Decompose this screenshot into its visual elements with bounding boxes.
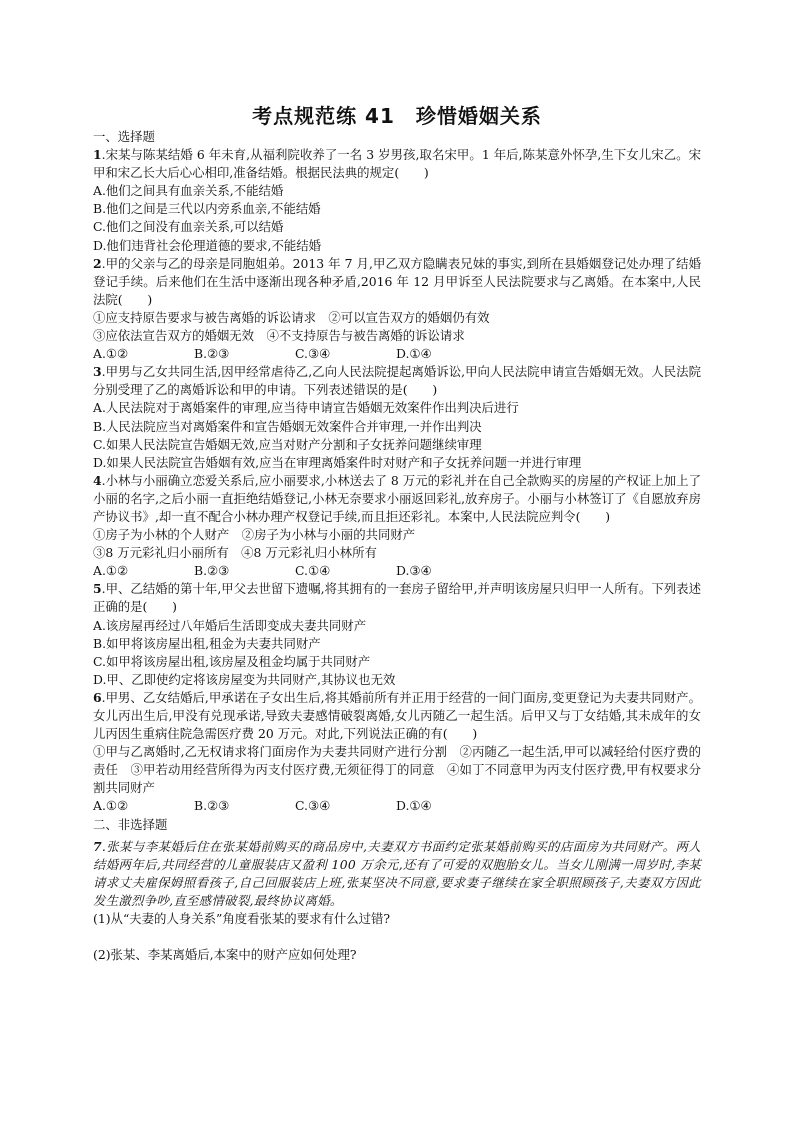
answer-space	[93, 928, 701, 946]
option-b: B.他们之间是三代以内旁系血亲,不能结婚	[93, 201, 321, 217]
option-c: C.他们之间没有血亲关系,可以结婚	[93, 219, 284, 235]
question-number: 2	[93, 255, 102, 271]
question-3	[93, 363, 701, 472]
choice-d: D.①④	[396, 798, 432, 814]
question-stem: .甲的父亲与乙的母亲是同胞姐弟。2013 年 7 月,甲乙双方隐瞒表兄妹的事实,到所在县婚姻登记处办理了结婚登记手续。后来他们在生活中逐渐出现各种矛盾,2016 年 12 月甲诉至人民法院要求与乙离婚。在本案中,人民法院( )	[93, 255, 701, 307]
question-4	[93, 472, 701, 581]
option-c: C.如果人民法院宣告婚姻无效,应当对财产分割和子女抚养问题继续审理	[93, 436, 482, 452]
question-number: 7	[93, 838, 102, 854]
option-c: C.如甲将该房屋出租,该房屋及租金均属于共同财产	[93, 653, 371, 669]
statement-line: ①房子为小林的个人财产 ②房子为小林与小丽的共同财产	[93, 527, 416, 543]
question-2	[93, 255, 701, 364]
choice-a: A.①②	[93, 346, 129, 362]
question-stem: .宋某与陈某结婚 6 年未育,从福利院收养了一名 3 岁男孩,取名宋甲。1 年后,陈某意外怀孕,生下女儿宋乙。宋甲和宋乙长大后心心相印,准备结婚。根据民法典的规定( )	[93, 147, 701, 181]
choice-c: C.③④	[295, 798, 331, 814]
choice-d: D.①④	[396, 346, 432, 362]
choice-row	[93, 797, 701, 815]
choice-a: A.①②	[93, 563, 129, 579]
question-stem: .小林与小丽确立恋爱关系后,应小丽要求,小林送去了 8 万元的彩礼并在自己全款购买的房屋的产权证上加上了小丽的名字,之后小丽一直拒绝结婚登记,小林无奈要求小丽返回彩礼,放弃房子。小丽与小林签订了《自愿放弃房产协议书》,却一直不配合小林办理产权登记手续,而且拒还彩礼。本案中,人民法院应判令( )	[93, 472, 701, 524]
option-d: D.甲、乙即使约定将该房屋变为共同财产,其协议也无效	[93, 671, 396, 687]
choice-b: B.②③	[194, 563, 230, 579]
page-title: 考点规范练 41 珍惜婚姻关系	[252, 104, 542, 128]
question-stem: .甲、乙结婚的第十年,甲父去世留下遗嘱,将其拥有的一套房子留给甲,并声明该房屋只归甲一人所有。下列表述正确的是( )	[93, 581, 701, 615]
question-stem: .甲男、乙女结婚后,甲承诺在子女出生后,将其婚前所有并正用于经营的一间门面房,变更登记为夫妻共同财产。女儿丙出生后,甲没有兑现承诺,导致夫妻感情破裂离婚,女儿丙随乙一起生活。后甲又与丁女结婚,其未成年的女儿丙因生重病住院急需医疗费 20 万元。对此,下列说法正确的有( )	[93, 689, 701, 742]
question-number: 3	[93, 364, 102, 380]
option-a: A.他们之间具有血亲关系,不能结婚	[93, 183, 284, 199]
option-a: A.人民法院对于离婚案件的审理,应当待申请宣告婚姻无效案件作出判决后进行	[93, 400, 519, 416]
document-body	[93, 128, 701, 964]
option-a: A.该房屋再经过八年婚后生活即变成夫妻共同财产	[93, 617, 367, 633]
question-stem: .张某与李某婚后住在张某婚前购买的商品房中,夫妻双方书面约定张某婚前购买的店面房为共同财产。两人结婚两年后,共同经营的儿童服装店又盈利 100 万余元,还有了可爱的双胞胎女儿。当女儿刚满一周岁时,李某请求丈夫雇保姆照看孩子,自己回服装店上班,张某坚决不同意,要求妻子继续在家全职照顾孩子,夫妻双方因此发生激烈争吵,直至感情破裂,最终协议离婚。	[93, 838, 701, 908]
question-5	[93, 580, 701, 689]
question-6	[93, 689, 701, 816]
statement-line: ③应依法宣告双方的婚姻无效 ④不支持原告与被告离婚的诉讼请求	[93, 328, 465, 344]
question-1	[93, 146, 701, 255]
section-heading-choice: 一、选择题	[93, 129, 155, 144]
question-number: 1	[93, 147, 102, 163]
sub-question-2: (2)张某、李某离婚后,本案中的财产应如何处理?	[93, 947, 357, 963]
option-d: D.他们违背社会伦理道德的要求,不能结婚	[93, 237, 322, 253]
statement-block: ①甲与乙离婚时,乙无权请求将门面房作为夫妻共同财产进行分割 ②丙随乙一起生活,甲可以减轻给付医疗费的责任 ③甲若动用经营所得为丙支付医疗费,无须征得丁的同意 ④如丁不同意甲为丙支付医疗费,甲有权要求分割共同财产	[93, 744, 701, 796]
option-d: D.如果人民法院宣告婚姻有效,应当在审理离婚案件时对财产和子女抚养问题一并进行审理	[93, 454, 582, 470]
choice-d: D.③④	[396, 563, 432, 579]
choice-row	[93, 562, 701, 580]
choice-row	[93, 345, 701, 363]
statement-line: ③8 万元彩礼归小丽所有 ④8 万元彩礼归小林所有	[93, 545, 377, 561]
sub-question-1: (1)从“夫妻的人身关系”角度看张某的要求有什么过错?	[93, 911, 391, 927]
choice-c: C.③④	[295, 346, 331, 362]
section-heading-nonchoice: 二、非选择题	[93, 816, 168, 832]
option-b: B.如甲将该房屋出租,租金为夫妻共同财产	[93, 635, 321, 651]
choice-a: A.①②	[93, 798, 129, 814]
choice-b: B.②③	[194, 346, 230, 362]
question-number: 6	[93, 689, 102, 705]
question-number: 5	[93, 581, 102, 597]
question-7	[93, 838, 701, 965]
question-stem: .甲男与乙女共同生活,因甲经常虐待乙,乙向人民法院提起离婚诉讼,甲向人民法院申请宣告婚姻无效。人民法院分别受理了乙的离婚诉讼和甲的申请。下列表述错误的是( )	[93, 364, 701, 398]
option-b: B.人民法院应当对离婚案件和宣告婚姻无效案件合并审理,一并作出判决	[93, 418, 482, 434]
choice-c: C.①④	[295, 563, 331, 579]
question-number: 4	[93, 472, 102, 488]
statement-line: ①应支持原告要求与被告离婚的诉讼请求 ②可以宣告双方的婚姻仍有效	[93, 309, 490, 325]
choice-b: B.②③	[194, 798, 230, 814]
